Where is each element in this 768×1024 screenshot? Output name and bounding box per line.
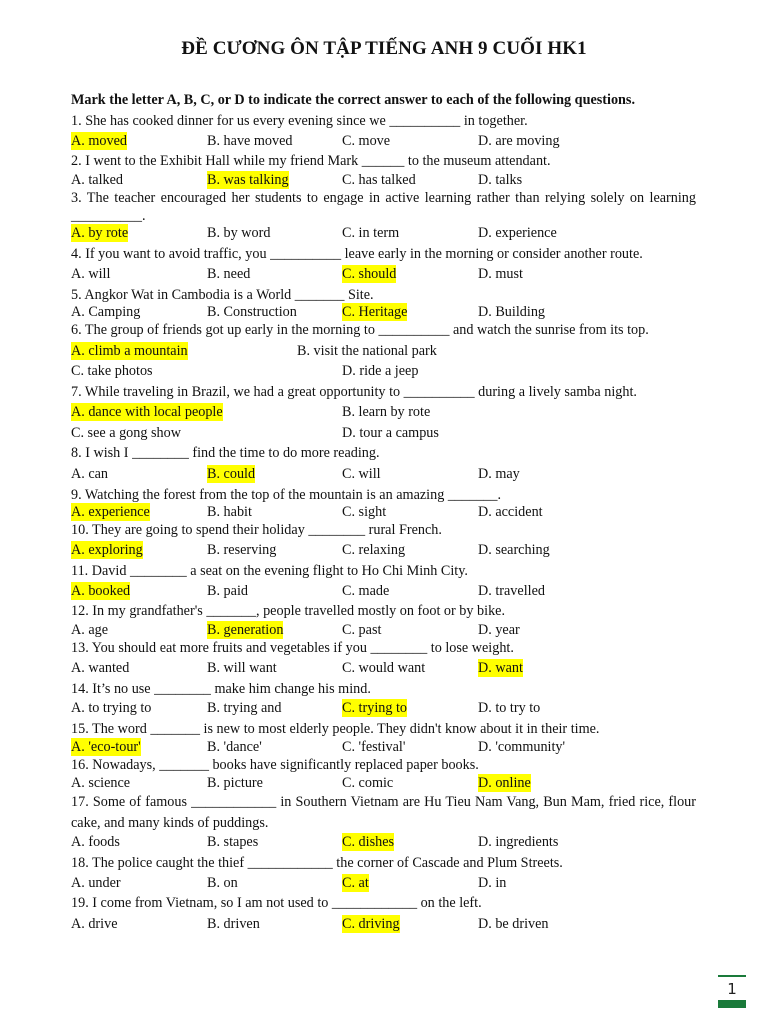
options-14	[71, 699, 711, 717]
option-12d: D. year	[478, 622, 520, 638]
question-5: 5. Angkor Wat in Cambodia is a World _______ Site.	[71, 287, 374, 303]
option-14a: A. to trying to	[71, 700, 152, 716]
document-title: ĐỀ CƯƠNG ÔN TẬP TIẾNG ANH 9 CUỐI HK1	[181, 38, 587, 59]
question-1: 1. She has cooked dinner for us every evening since we __________ in together.	[71, 113, 528, 129]
option-19a: A. drive	[71, 916, 118, 932]
option-2b: B. was talking	[207, 172, 289, 188]
option-3b: B. by word	[207, 225, 271, 241]
question-12: 12. In my grandfather's _______, people travelled mostly on foot or by bike.	[71, 603, 506, 619]
option-16d: D. online	[478, 775, 531, 791]
question-11: 11. David ________ a seat on the evening flight to Ho Chi Minh City.	[71, 563, 468, 579]
option-16a: A. science	[71, 775, 131, 791]
question-13: 13. You should eat more fruits and vegetables if you ________ to lose weight.	[71, 640, 514, 656]
options-6-row1	[71, 342, 711, 360]
instruction: Mark the letter A, B, C, or D to indicate the correct answer to each of the following questions.	[71, 92, 635, 108]
options-15	[71, 738, 711, 756]
page-number: 1	[727, 980, 737, 998]
option-14b: B. trying and	[207, 700, 282, 716]
option-4b: B. need	[207, 266, 251, 282]
option-12a: A. age	[71, 622, 109, 638]
option-11d: D. travelled	[478, 583, 545, 599]
page-number-box	[718, 975, 746, 1007]
question-15: 15. The word _______ is new to most elderly people. They didn't know about it in their time.	[71, 721, 600, 737]
option-10d: D. searching	[478, 542, 550, 558]
option-6c: C. take photos	[71, 363, 153, 379]
option-3d: D. experience	[478, 225, 557, 241]
option-7d: D. tour a campus	[342, 425, 439, 441]
option-9b: B. habit	[207, 504, 252, 520]
option-13c: C. would want	[342, 660, 426, 676]
option-8c: C. will	[342, 466, 381, 482]
options-11	[71, 582, 711, 600]
option-1c: C. move	[342, 133, 391, 149]
options-7-row1	[71, 403, 711, 421]
option-17a: A. foods	[71, 834, 120, 850]
option-5a: A. Camping	[71, 304, 141, 320]
option-5b: B. Construction	[207, 304, 297, 320]
option-15a: A. 'eco-tour'	[71, 739, 141, 755]
option-9c: C. sight	[342, 504, 387, 520]
option-11a: A. booked	[71, 583, 131, 599]
option-4c: C. should	[342, 266, 397, 282]
option-17d: D. ingredients	[478, 834, 559, 850]
option-18d: D. in	[478, 875, 507, 891]
options-18	[71, 874, 711, 892]
options-7-row2	[71, 424, 711, 442]
question-17: 17. Some of famous ____________ in Southern Vietnam are Hu Tieu Nam Vang, Bun Mam, fried rice, flour cake, and many kinds of puddings.	[71, 794, 696, 831]
options-3	[71, 224, 711, 242]
question-19: 19. I come from Vietnam, so I am not used to ____________ on the left.	[71, 895, 482, 911]
option-16b: B. picture	[207, 775, 263, 791]
option-18c: C. at	[342, 875, 369, 891]
options-17	[71, 833, 711, 851]
question-2: 2. I went to the Exhibit Hall while my friend Mark ______ to the museum attendant.	[71, 153, 551, 169]
option-13b: B. will want	[207, 660, 277, 676]
option-15c: C. 'festival'	[342, 739, 406, 755]
question-18: 18. The police caught the thief ____________ the corner of Cascade and Plum Streets.	[71, 855, 563, 871]
option-10b: B. reserving	[207, 542, 277, 558]
option-17b: B. stapes	[207, 834, 259, 850]
option-16c: C. comic	[342, 775, 394, 791]
question-7: 7. While traveling in Brazil, we had a great opportunity to __________ during a lively samba night.	[71, 384, 637, 400]
option-12b: B. generation	[207, 622, 284, 638]
option-1b: B. have moved	[207, 133, 293, 149]
question-16: 16. Nowadays, _______ books have significantly replaced paper books.	[71, 757, 479, 773]
options-16	[71, 774, 711, 792]
page-number-rule	[718, 975, 746, 977]
option-17c: C. dishes	[342, 834, 395, 850]
option-15d: D. 'community'	[478, 739, 566, 755]
option-18b: B. on	[207, 875, 238, 891]
option-19c: C. driving	[342, 916, 400, 932]
option-5c: C. Heritage	[342, 304, 408, 320]
option-18a: A. under	[71, 875, 121, 891]
option-1d: D. are moving	[478, 133, 560, 149]
options-10	[71, 541, 711, 559]
option-6a: A. climb a mountain	[71, 343, 188, 359]
option-2a: A. talked	[71, 172, 124, 188]
option-14c: C. trying to	[342, 700, 408, 716]
option-9d: D. accident	[478, 504, 543, 520]
question-9: 9. Watching the forest from the top of the mountain is an amazing _______.	[71, 487, 502, 503]
options-9	[71, 503, 711, 521]
options-12	[71, 621, 711, 639]
options-19	[71, 915, 711, 933]
options-1	[71, 132, 711, 150]
option-7b: B. learn by rote	[342, 404, 431, 420]
question-10: 10. They are going to spend their holiday ________ rural French.	[71, 522, 442, 538]
options-13	[71, 659, 711, 677]
option-10a: A. exploring	[71, 542, 143, 558]
option-1a: A. moved	[71, 133, 127, 149]
option-4d: D. must	[478, 266, 523, 282]
question-3: 3. The teacher encouraged her students to engage in active learning rather than relying solely on learning __________.	[71, 190, 696, 224]
option-2c: C. has talked	[342, 172, 416, 188]
option-19d: D. be driven	[478, 916, 549, 932]
option-12c: C. past	[342, 622, 382, 638]
options-8	[71, 465, 711, 483]
options-4	[71, 265, 711, 283]
option-9a: A. experience	[71, 504, 150, 520]
option-11b: B. paid	[207, 583, 248, 599]
option-15b: B. 'dance'	[207, 739, 262, 755]
option-8a: A. can	[71, 466, 109, 482]
question-8: 8. I wish I ________ find the time to do more reading.	[71, 445, 380, 461]
option-14d: D. to try to	[478, 700, 541, 716]
option-6d: D. ride a jeep	[342, 363, 419, 379]
option-13d: D. want	[478, 660, 523, 676]
options-5	[71, 303, 711, 321]
option-4a: A. will	[71, 266, 111, 282]
question-6: 6. The group of friends got up early in the morning to __________ and watch the sunrise from its top.	[71, 322, 649, 338]
options-2	[71, 171, 711, 189]
option-2d: D. talks	[478, 172, 523, 188]
option-8b: B. could	[207, 466, 256, 482]
option-3a: A. by rote	[71, 225, 129, 241]
option-8d: D. may	[478, 466, 520, 482]
option-7a: A. dance with local people	[71, 404, 223, 420]
option-10c: C. relaxing	[342, 542, 406, 558]
question-14: 14. It’s no use ________ make him change his mind.	[71, 681, 371, 697]
option-19b: B. driven	[207, 916, 260, 932]
option-5d: D. Building	[478, 304, 546, 320]
option-6b: B. visit the national park	[297, 343, 437, 359]
options-6-row2	[71, 362, 711, 380]
option-11c: C. made	[342, 583, 390, 599]
option-3c: C. in term	[342, 225, 400, 241]
option-7c: C. see a gong show	[71, 425, 181, 441]
question-4: 4. If you want to avoid traffic, you __________ leave early in the morning or consider another route.	[71, 246, 643, 262]
option-13a: A. wanted	[71, 660, 130, 676]
page-number-bar	[718, 1000, 746, 1008]
